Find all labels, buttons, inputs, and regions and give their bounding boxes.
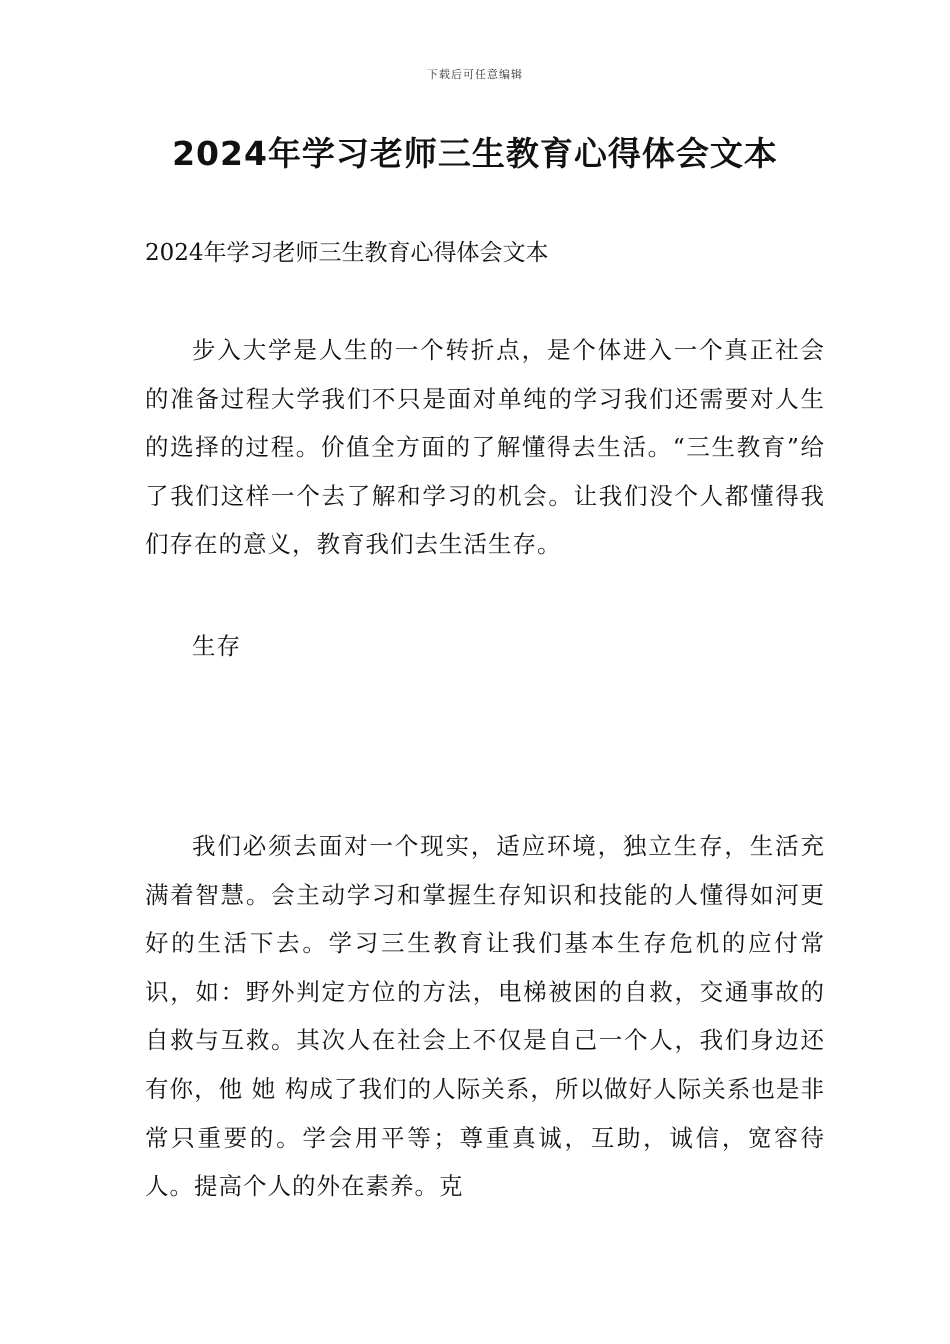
paragraph-intro: 步入大学是人生的一个转折点，是个体进入一个真正社会的准备过程大学我们不只是面对单纯的学习我们还需要对人生的选择的过程。价值全方面的了解懂得去生活。“三生教育”给了我们这样一个去了解和学习的机会。让我们没个人都懂得我们存在的意义，教育我们去生活生存。 <box>145 336 825 559</box>
header-note: 下载后可任意编辑 <box>427 68 523 81</box>
document-title: 2024年学习老师三生教育心得体会文本 <box>172 134 778 173</box>
section-heading-survival: 生存 <box>192 632 241 660</box>
paragraph-survival: 我们必须去面对一个现实，适应环境，独立生存，生活充满着智慧。会主动学习和掌握生存知识和技能的人懂得如河更好的生活下去。学习三生教育让我们基本生存危机的应付常识，如：野外判定方位的方法，电梯被困的自救，交通事故的自救与互救。其次人在社会上不仅是自己一个人，我们身边还有你，他 她 构成了我们的人际关系，所以做好人际关系也是非常只重要的。学会用平等；尊重真诚，互助，诚信，宽容待人。提高个人的外在素养。克 <box>145 832 825 1201</box>
document-subtitle: 2024年学习老师三生教育心得体会文本 <box>145 240 549 266</box>
